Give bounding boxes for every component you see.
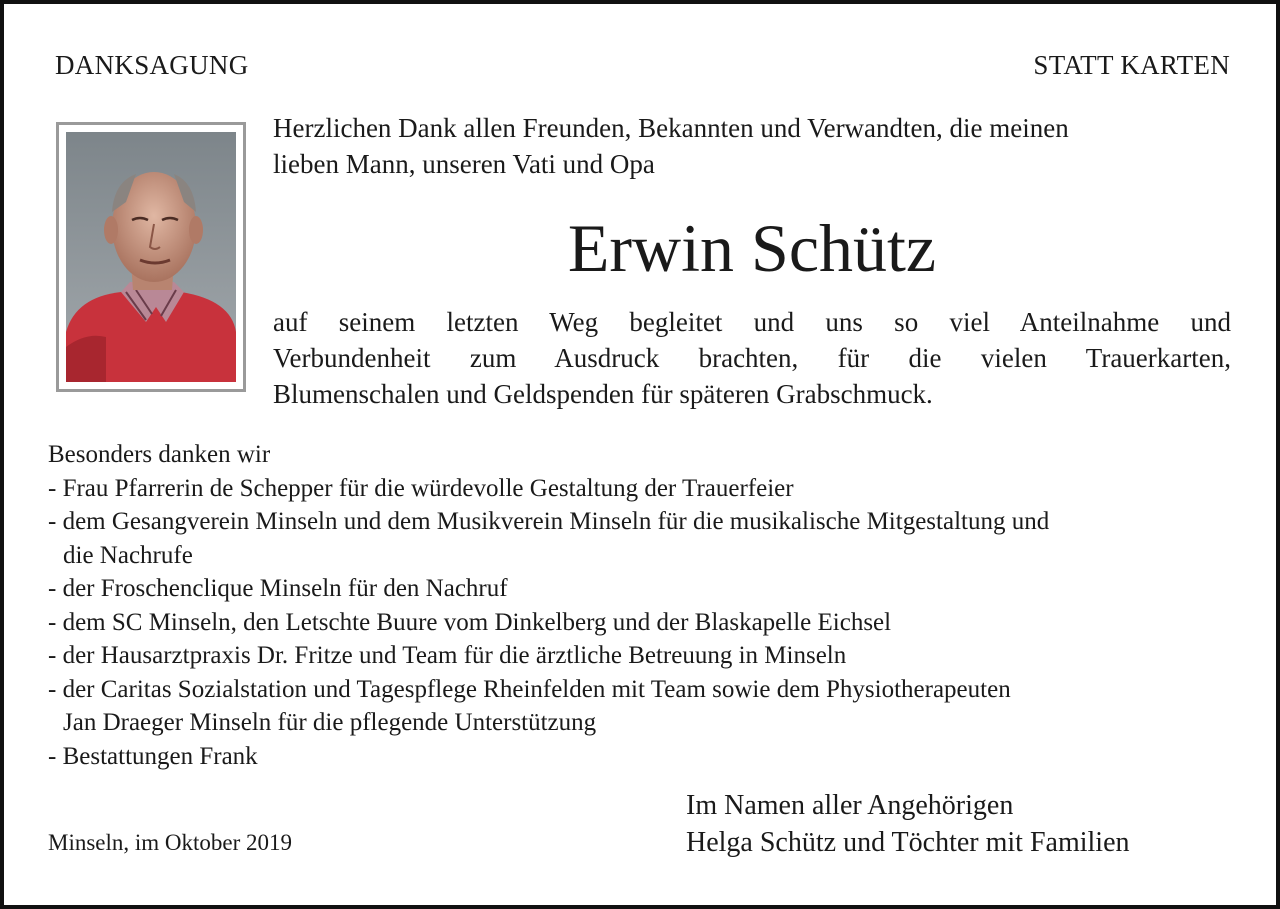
intro-text	[273, 110, 1231, 182]
heading-statt-karten: STATT KARTEN	[1033, 50, 1230, 80]
list-item-continuation: die Nachrufe	[63, 541, 193, 569]
place-date: Minseln, im Oktober 2019	[48, 830, 293, 855]
list-item: - Bestattungen Frank	[48, 742, 258, 770]
list-item: - Frau Pfarrerin de Schepper für die würdevolle Gestaltung der Trauerfeier	[48, 474, 794, 502]
list-item: - dem Gesangverein Minseln und dem Musikverein Minseln für die musikalische Mitgestaltung und	[48, 508, 1050, 535]
signature	[686, 787, 1130, 861]
paragraph-line: Blumenschalen und Geldspenden für späteren Grabschmuck.	[273, 379, 933, 409]
heading-danksagung: DANKSAGUNG	[55, 50, 249, 80]
portrait-image	[66, 132, 236, 382]
intro-line: Herzlichen Dank allen Freunden, Bekannten und Verwandten, die meinen	[273, 113, 1069, 143]
portrait-photo	[56, 122, 246, 392]
thanks-paragraph	[273, 304, 1231, 412]
list-item: - dem SC Minseln, den Letschte Buure vom Dinkelberg und der Blaskapelle Eichsel	[48, 608, 892, 636]
special-thanks-list	[48, 438, 1049, 773]
signature-line: Im Namen aller Angehörigen	[686, 790, 1014, 821]
intro-line: lieben Mann, unseren Vati und Opa	[273, 149, 655, 179]
list-intro: Besonders danken wir	[48, 441, 271, 468]
list-item-continuation: Jan Draeger Minseln für die pflegende Unterstützung	[63, 709, 597, 736]
paragraph-line: auf seinem letzten Weg begleitet und uns so viel Anteilnahme und	[273, 307, 1231, 337]
list-item: - der Hausarztpraxis Dr. Fritze und Team für die ärztliche Betreuung in Minseln	[48, 642, 847, 669]
signature-line: Helga Schütz und Töchter mit Familien	[686, 827, 1130, 858]
deceased-name: Erwin Schütz	[567, 210, 937, 286]
paragraph-line: Verbundenheit zum Ausdruck brachten, für die vielen Trauerkarten,	[273, 343, 1231, 373]
list-item: - der Froschenclique Minseln für den Nachruf	[48, 575, 508, 602]
list-item: - der Caritas Sozialstation und Tagespflege Rheinfelden mit Team sowie dem Physiotherapeuten	[48, 675, 1011, 703]
